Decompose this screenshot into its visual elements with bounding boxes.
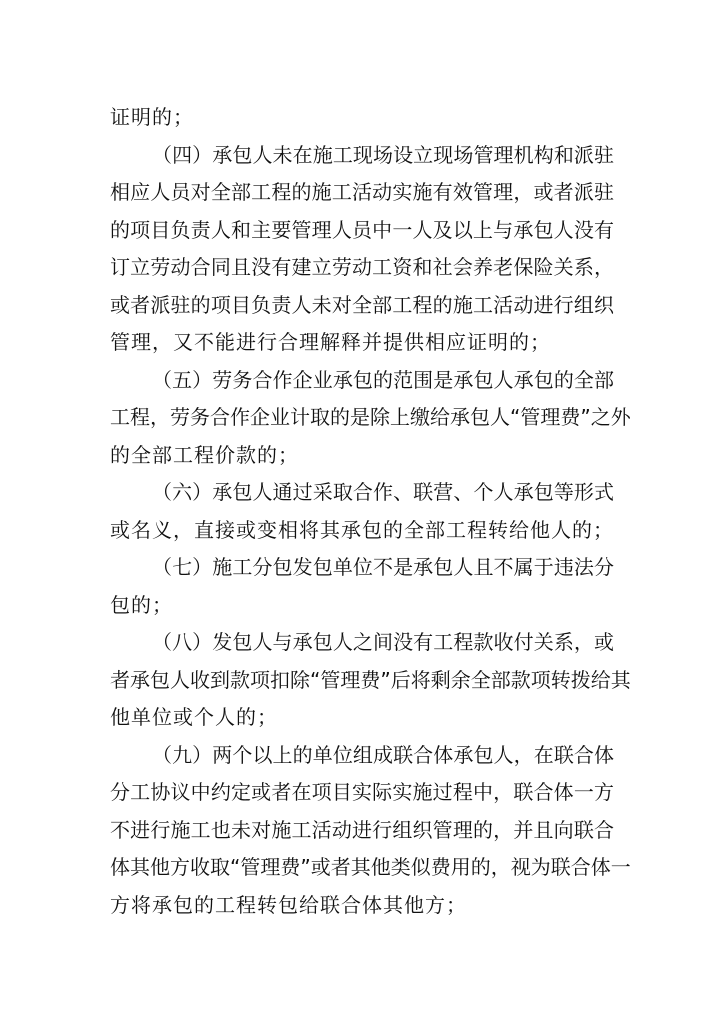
text-line: 的全部工程价款的； [110,442,299,467]
text-line: 或名义，直接或变相将其承包的全部工程转给他人的； [110,517,614,542]
paragraph-item-6 [110,474,614,549]
text-line: 订立劳动合同且没有建立劳动工资和社会养老保险关系， [110,255,614,279]
text-line: 或者派驻的项目负责人未对全部工程的施工活动进行组织 [110,292,614,317]
text-line: 体其他方收取“管理费”或者其他类似费用的，视为联合体一 [110,855,631,879]
text-line: 管理，又不能进行合理解释并提供相应证明的； [110,330,551,354]
text-line: 证明的； [110,105,194,129]
paragraph-item-8 [110,624,631,737]
text-line: 的项目负责人和主要管理人员中一人及以上与承包人没有 [110,217,614,242]
text-line: 相应人员对全部工程的施工活动实施有效管理，或者派驻 [110,180,614,204]
text-line: （八）发包人与承包人之间没有工程款收付关系，或 [152,630,614,654]
paragraph-item-9 [110,737,631,925]
text-line: 不进行施工也未对施工活动进行组织管理的，并且向联合 [110,817,614,842]
paragraph-item-5 [110,362,631,475]
text-line: 分工协议中约定或者在项目实际实施过程中，联合体一方 [110,780,614,804]
paragraph-item-7 [110,549,614,624]
text-line: （六）承包人通过采取合作、联营、个人承包等形式 [152,480,614,504]
text-line: 方将承包的工程转包给联合体其他方； [110,892,467,917]
paragraph-item-4 [110,137,614,362]
text-line: 者承包人收到款项扣除“管理费”后将剩余全部款项转拨给其 [110,667,631,692]
document-page [110,99,631,924]
text-line: （九）两个以上的单位组成联合体承包人，在联合体 [152,742,614,767]
text-line: （五）劳务合作企业承包的范围是承包人承包的全部 [152,367,614,392]
text-line: 他单位或个人的； [110,705,278,729]
text-line: 包的； [110,592,173,617]
paragraph-continuation [110,99,614,137]
text-line: （四）承包人未在施工现场设立现场管理机构和派驻 [152,142,614,167]
text-line: 工程，劳务合作企业计取的是除上缴给承包人“管理费”之外 [110,405,631,429]
text-line: （七）施工分包发包单位不是承包人且不属于违法分 [152,555,614,579]
